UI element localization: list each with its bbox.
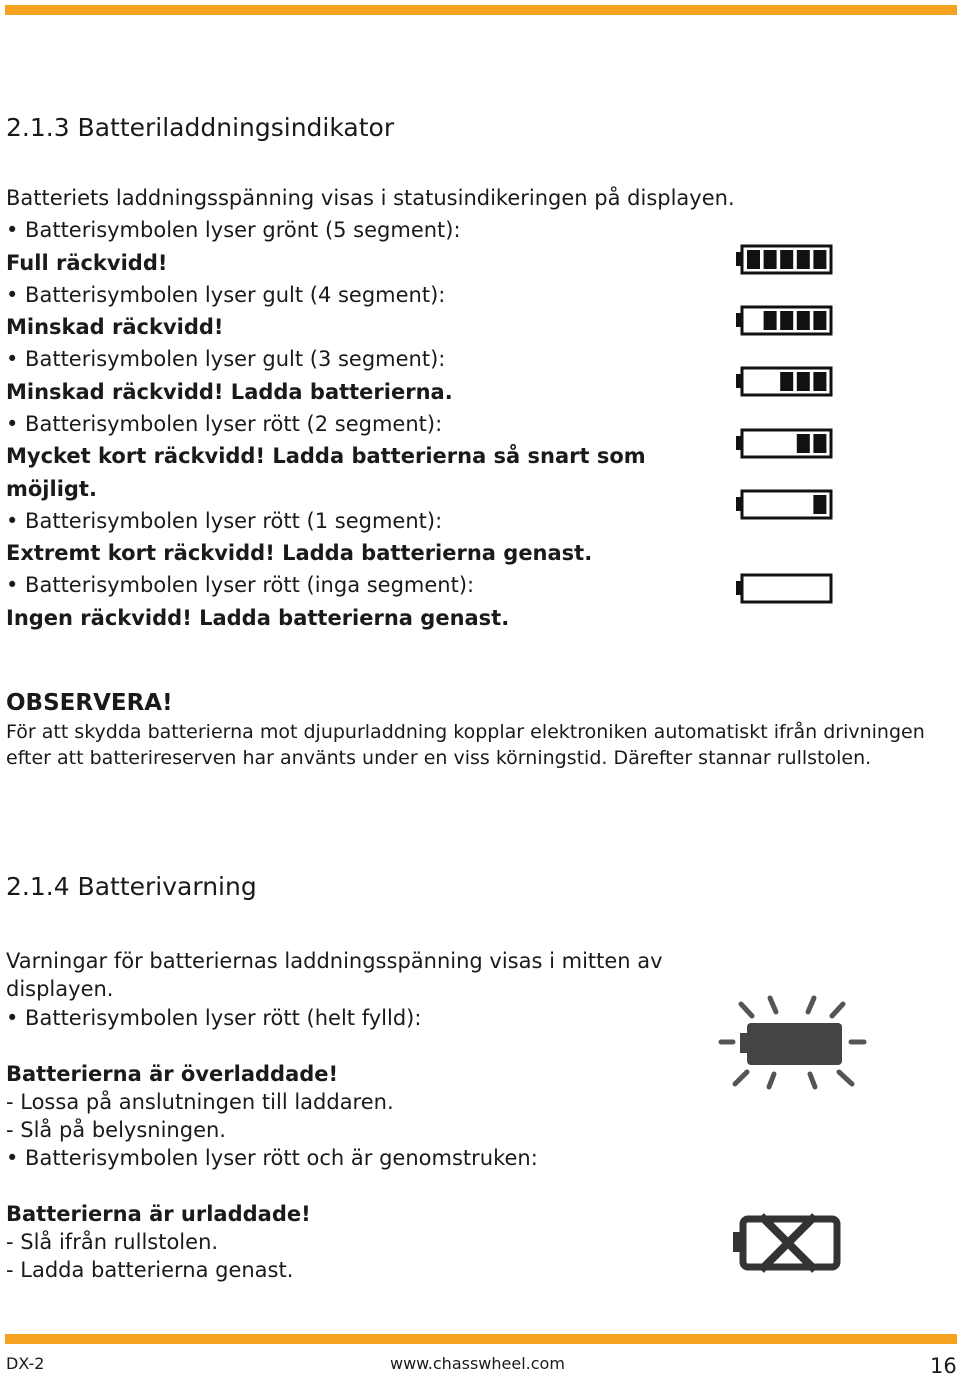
observera-title: OBSERVERA! (6, 690, 173, 716)
warning-step-1: - Lossa på anslutningen till laddaren. (6, 1090, 394, 1114)
section-heading-battery-indicator: 2.1.3 Batteriladdningsindikator (6, 113, 395, 142)
warning-bullet-crossed: • Batterisymbolen lyser rött och är genomstruken: (6, 1146, 538, 1170)
bullet-4-segments: • Batterisymbolen lyser gult (4 segment): (6, 283, 446, 307)
status-2-segments-line2: möjligt. (6, 477, 97, 501)
status-1-segment: Extremt kort räckvidd! Ladda batterierna genast. (6, 541, 593, 565)
footer-accent-bar (5, 1334, 957, 1344)
header-accent-bar (5, 5, 957, 15)
warning-intro-line-1: Varningar för batteriernas laddningsspänning visas i mitten av (6, 949, 663, 973)
battery-4-segments-icon (735, 305, 835, 339)
observera-line-2: efter att batterireserven har använts under en viss körningstid. Därefter stannar rullstolen. (6, 747, 872, 769)
battery-1-segment-fill (813, 495, 826, 514)
footer-website: www.chasswheel.com (390, 1354, 565, 1373)
battery-5-segments-fill (747, 250, 826, 269)
warning-step-4: - Ladda batterierna genast. (6, 1258, 294, 1282)
battery-segment (797, 311, 810, 330)
battery-3-segments-icon (735, 366, 835, 400)
battery-segment (764, 311, 777, 330)
battery-5-segments-icon (735, 244, 835, 278)
bullet-0-segments: • Batterisymbolen lyser rött (inga segment): (6, 573, 475, 597)
bullet-1-segment: • Batterisymbolen lyser rött (1 segment): (6, 509, 443, 533)
status-2-segments-line1: Mycket kort räckvidd! Ladda batterierna så snart som (6, 444, 646, 468)
warning-bullet-full: • Batterisymbolen lyser rött (helt fylld): (6, 1006, 422, 1030)
footer-product: DX-2 (6, 1354, 45, 1373)
status-4-segments: Minskad räckvidd! (6, 315, 224, 339)
section-intro: Batteriets laddningsspänning visas i statusindikeringen på displayen. (6, 186, 735, 210)
warning-step-3: - Slå ifrån rullstolen. (6, 1230, 219, 1254)
status-0-segments: Ingen räckvidd! Ladda batterierna genast. (6, 606, 510, 630)
status-5-segments: Full räckvidd! (6, 251, 168, 275)
battery-segment (780, 372, 793, 391)
battery-segment (764, 250, 777, 269)
battery-segment (813, 311, 826, 330)
observera-line-1: För att skydda batterierna mot djupurladdning kopplar elektroniken automatiskt ifrån drivningen (6, 721, 925, 743)
battery-discharged-crossed-icon (731, 1210, 843, 1276)
battery-segment (797, 372, 810, 391)
battery-segment (813, 372, 826, 391)
battery-segment (797, 434, 810, 453)
battery-2-segments-icon (735, 428, 835, 462)
battery-segment (797, 250, 810, 269)
bullet-3-segments: • Batterisymbolen lyser gult (3 segment): (6, 347, 446, 371)
bullet-2-segments: • Batterisymbolen lyser rött (2 segment): (6, 412, 443, 436)
battery-segment (747, 250, 760, 269)
bullet-5-segments: • Batterisymbolen lyser grönt (5 segment): (6, 218, 461, 242)
battery-segment (813, 495, 826, 514)
section-heading-battery-warning: 2.1.4 Batterivarning (6, 872, 257, 901)
warning-status-discharged: Batterierna är urladdade! (6, 1202, 311, 1226)
battery-overcharged-flashing-icon (712, 992, 872, 1094)
battery-segment (813, 250, 826, 269)
battery-1-segment-icon (735, 489, 835, 523)
battery-segment (780, 250, 793, 269)
warning-status-overcharged: Batterierna är överladdade! (6, 1062, 339, 1086)
battery-0-segments-icon (735, 573, 835, 607)
warning-intro-line-2: displayen. (6, 977, 114, 1001)
warning-step-2: - Slå på belysningen. (6, 1118, 226, 1142)
page-number: 16 (930, 1354, 957, 1378)
battery-segment (813, 434, 826, 453)
status-3-segments: Minskad räckvidd! Ladda batterierna. (6, 380, 453, 404)
battery-segment (780, 311, 793, 330)
battery-3-segments-fill (780, 372, 826, 391)
